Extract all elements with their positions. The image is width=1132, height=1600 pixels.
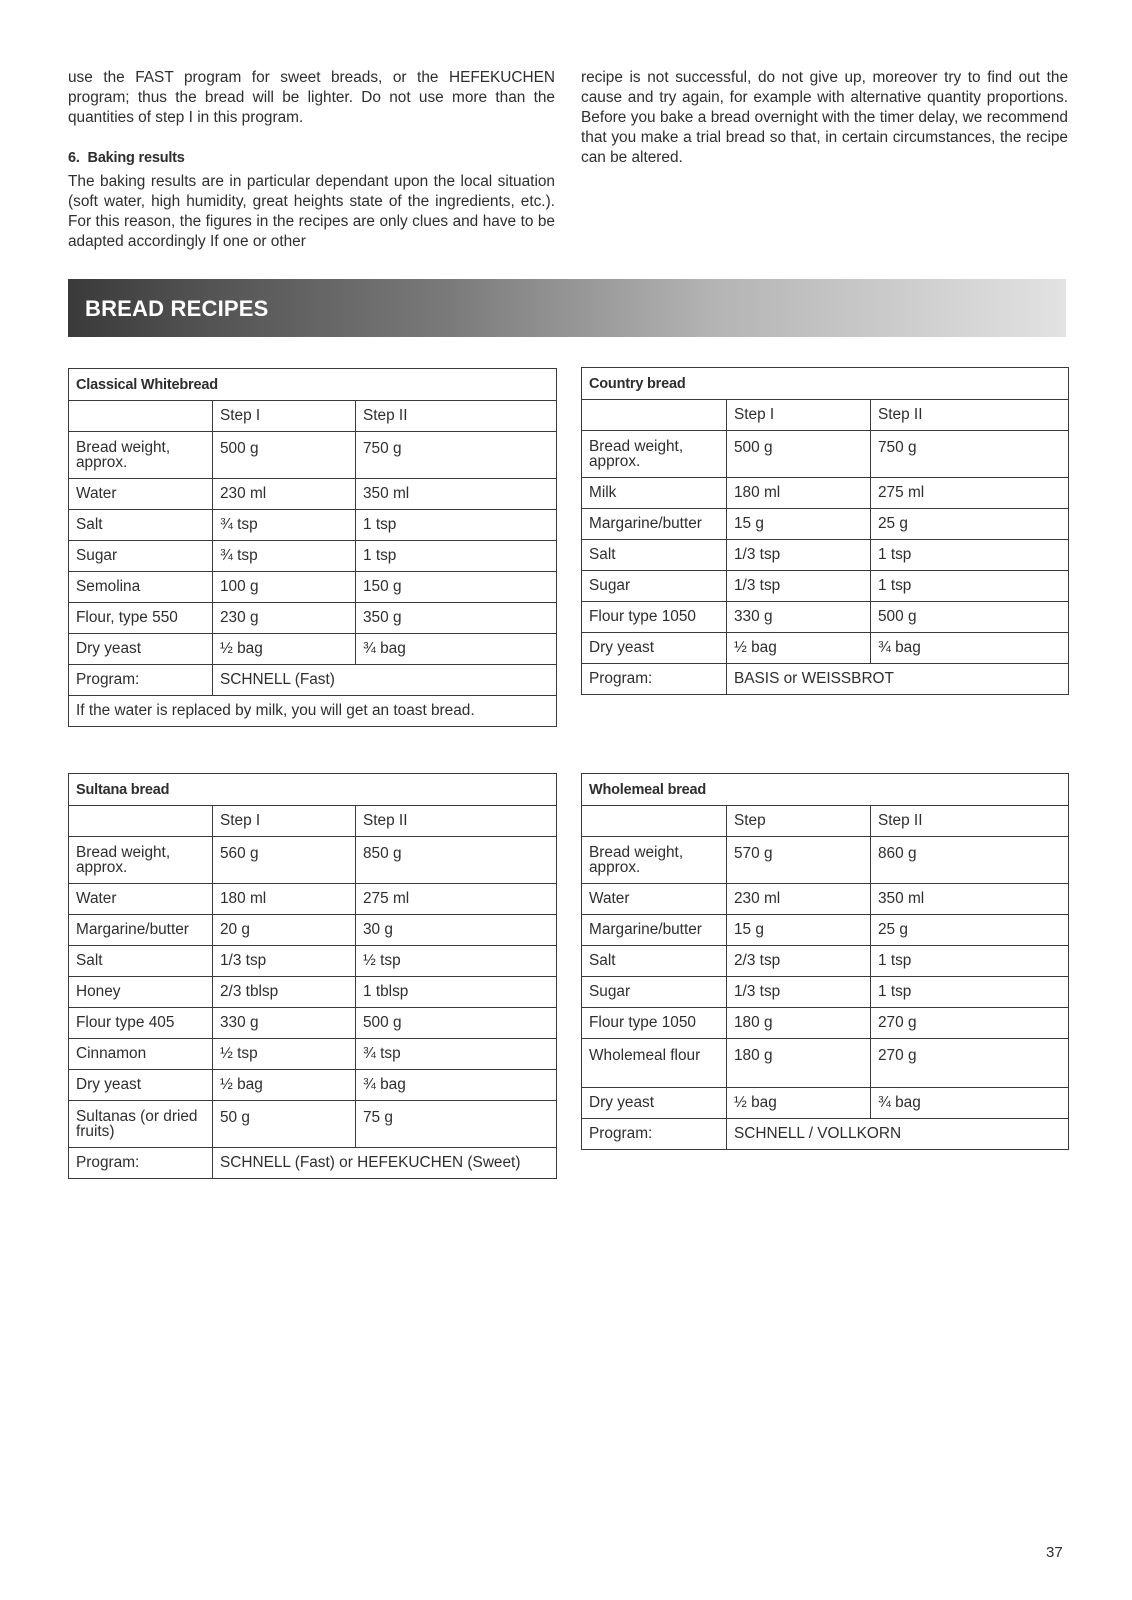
step-2-cell: 1 tsp <box>356 541 557 572</box>
step-2-cell: 270 g <box>871 1008 1069 1039</box>
step-1-header: Step I <box>213 401 356 432</box>
header-empty-cell <box>582 806 727 837</box>
table-row <box>582 509 1069 540</box>
step-2-header: Step II <box>356 401 557 432</box>
table-row <box>582 431 1069 478</box>
ingredient-cell: Water <box>69 479 213 510</box>
table-row <box>582 540 1069 571</box>
step-2-cell: ¾ bag <box>356 1070 557 1101</box>
step-2-cell: 350 ml <box>356 479 557 510</box>
ingredient-cell: Bread weight, approx. <box>69 837 213 884</box>
step-2-cell: 750 g <box>356 432 557 479</box>
ingredient-cell: Water <box>69 884 213 915</box>
ingredient-cell: Flour type 405 <box>69 1008 213 1039</box>
step-2-cell: ¾ bag <box>871 633 1069 664</box>
table-row <box>69 432 557 479</box>
step-2-cell: ¾ bag <box>356 634 557 665</box>
step-1-cell: 20 g <box>213 915 356 946</box>
ingredient-cell: Semolina <box>69 572 213 603</box>
table-row <box>69 915 557 946</box>
table-row <box>69 1101 557 1148</box>
ingredient-cell: Sugar <box>582 977 727 1008</box>
ingredient-cell: Salt <box>582 540 727 571</box>
step-1-cell: 2/3 tsp <box>727 946 871 977</box>
step-2-cell: 350 ml <box>871 884 1069 915</box>
step-1-cell: 230 ml <box>213 479 356 510</box>
table-row <box>582 478 1069 509</box>
ingredient-cell: Dry yeast <box>582 633 727 664</box>
step-2-cell: 1 tsp <box>871 946 1069 977</box>
step-1-cell: 560 g <box>213 837 356 884</box>
step-2-cell: ¾ bag <box>871 1088 1069 1119</box>
step-1-cell: 180 ml <box>727 478 871 509</box>
step-1-cell: 1/3 tsp <box>727 540 871 571</box>
ingredient-cell: Bread weight, approx. <box>582 837 727 884</box>
step-2-cell: 860 g <box>871 837 1069 884</box>
recipe-table-classical-whitebread <box>68 368 557 727</box>
program-label: Program: <box>582 664 727 695</box>
step-1-cell: 2/3 tblsp <box>213 977 356 1008</box>
ingredient-cell: Flour, type 550 <box>69 603 213 634</box>
recipe-note: If the water is replaced by milk, you will get an toast bread. <box>69 696 557 727</box>
ingredient-cell: Honey <box>69 977 213 1008</box>
banner-title: BREAD RECIPES <box>85 296 269 321</box>
step-2-cell: 1 tsp <box>871 540 1069 571</box>
step-2-cell: ½ tsp <box>356 946 557 977</box>
step-2-header: Step II <box>871 400 1069 431</box>
step-1-header: Step <box>727 806 871 837</box>
step-1-cell: 1/3 tsp <box>213 946 356 977</box>
ingredient-cell: Salt <box>582 946 727 977</box>
section-number: 6. <box>68 150 80 166</box>
step-2-cell: 350 g <box>356 603 557 634</box>
ingredient-cell: Water <box>582 884 727 915</box>
ingredient-cell: Dry yeast <box>69 634 213 665</box>
step-1-cell: 180 g <box>727 1008 871 1039</box>
table-row <box>69 1039 557 1070</box>
step-1-cell: ½ tsp <box>213 1039 356 1070</box>
section-banner <box>68 279 1066 337</box>
step-2-cell: 1 tsp <box>871 977 1069 1008</box>
step-2-cell: 25 g <box>871 915 1069 946</box>
recipe-table-wholemeal-bread <box>581 773 1069 1150</box>
ingredient-cell: Dry yeast <box>69 1070 213 1101</box>
ingredient-cell: Cinnamon <box>69 1039 213 1070</box>
step-2-cell: 500 g <box>356 1008 557 1039</box>
table-row <box>69 977 557 1008</box>
program-row <box>69 665 557 696</box>
table-row <box>582 977 1069 1008</box>
table-row <box>69 837 557 884</box>
header-empty-cell <box>69 806 213 837</box>
table-row <box>69 510 557 541</box>
step-1-cell: 500 g <box>727 431 871 478</box>
ingredient-cell: Salt <box>69 510 213 541</box>
text-column-right <box>581 68 1068 168</box>
step-2-cell: 150 g <box>356 572 557 603</box>
step-1-cell: 50 g <box>213 1101 356 1148</box>
step-2-cell: 270 g <box>871 1039 1069 1088</box>
program-label: Program: <box>69 1148 213 1179</box>
ingredient-cell: Bread weight, approx. <box>582 431 727 478</box>
step-2-cell: 1 tblsp <box>356 977 557 1008</box>
table-row <box>582 633 1069 664</box>
table-row <box>69 603 557 634</box>
step-2-cell: 275 ml <box>871 478 1069 509</box>
step-1-cell: ½ bag <box>727 1088 871 1119</box>
program-value: SCHNELL (Fast) or HEFEKUCHEN (Sweet) <box>213 1148 557 1179</box>
section-title: Baking results <box>87 150 185 166</box>
step-1-cell: 1/3 tsp <box>727 977 871 1008</box>
program-row <box>582 1119 1069 1150</box>
baking-results-paragraph: The baking results are in particular dependant upon the local situation (soft water, high humidity, great heights state of the ingredients, etc.). For this reason, the figures in the recipes are only clues and have to be adapted accordingly If one or other <box>68 173 555 250</box>
step-2-header: Step II <box>356 806 557 837</box>
step-1-cell: 500 g <box>213 432 356 479</box>
recipe-title: Classical Whitebread <box>69 369 557 401</box>
ingredient-cell: Salt <box>69 946 213 977</box>
step-1-cell: 330 g <box>213 1008 356 1039</box>
intro-paragraph: use the FAST program for sweet breads, or the HEFEKUCHEN program; thus the bread will be lighter. Do not use more than the quantities of step I in this program. <box>68 69 555 126</box>
recipe-title: Sultana bread <box>69 774 557 806</box>
step-1-cell: 1/3 tsp <box>727 571 871 602</box>
table-row <box>582 946 1069 977</box>
step-1-cell: ½ bag <box>213 1070 356 1101</box>
step-1-cell: 15 g <box>727 509 871 540</box>
table-row <box>582 1008 1069 1039</box>
step-1-cell: ½ bag <box>727 633 871 664</box>
step-2-header: Step II <box>871 806 1069 837</box>
table-row <box>582 884 1069 915</box>
step-2-cell: 1 tsp <box>871 571 1069 602</box>
ingredient-cell: Bread weight, approx. <box>69 432 213 479</box>
step-1-cell: 180 ml <box>213 884 356 915</box>
ingredient-cell: Milk <box>582 478 727 509</box>
program-label: Program: <box>69 665 213 696</box>
table-row <box>69 946 557 977</box>
table-row <box>582 602 1069 633</box>
step-1-cell: 230 g <box>213 603 356 634</box>
note-row <box>69 696 557 727</box>
ingredient-cell: Margarine/butter <box>582 509 727 540</box>
text-column-left <box>68 68 555 252</box>
table-row <box>69 572 557 603</box>
ingredient-cell: Sugar <box>582 571 727 602</box>
step-2-cell: 850 g <box>356 837 557 884</box>
table-row <box>582 1039 1069 1088</box>
ingredient-cell: Margarine/butter <box>582 915 727 946</box>
ingredient-cell: Sugar <box>69 541 213 572</box>
ingredient-cell: Dry yeast <box>582 1088 727 1119</box>
step-1-cell: 230 ml <box>727 884 871 915</box>
step-1-cell: 15 g <box>727 915 871 946</box>
continuation-paragraph: recipe is not successful, do not give up, moreover try to find out the cause and try again, for example with alternative quantity proportions. Before you bake a bread overnight with the timer delay, we recommend that you make a trial bread so that, in certain circumstances, the recipe can be altered. <box>581 69 1068 166</box>
ingredient-cell: Margarine/butter <box>69 915 213 946</box>
table-row <box>69 884 557 915</box>
ingredient-cell: Wholemeal flour <box>582 1039 727 1088</box>
program-label: Program: <box>582 1119 727 1150</box>
step-2-cell: 25 g <box>871 509 1069 540</box>
step-2-cell: 750 g <box>871 431 1069 478</box>
page-number: 37 <box>1046 1544 1063 1561</box>
header-empty-cell <box>69 401 213 432</box>
step-2-cell: 1 tsp <box>356 510 557 541</box>
step-2-cell: 75 g <box>356 1101 557 1148</box>
table-row <box>582 837 1069 884</box>
step-1-cell: 570 g <box>727 837 871 884</box>
step-2-cell: 275 ml <box>356 884 557 915</box>
table-row <box>582 915 1069 946</box>
ingredient-cell: Flour type 1050 <box>582 1008 727 1039</box>
step-1-header: Step I <box>213 806 356 837</box>
step-1-cell: 180 g <box>727 1039 871 1088</box>
table-row <box>69 479 557 510</box>
step-1-cell: ¾ tsp <box>213 510 356 541</box>
step-2-cell: 500 g <box>871 602 1069 633</box>
step-1-cell: 100 g <box>213 572 356 603</box>
table-row <box>69 634 557 665</box>
step-1-cell: ½ bag <box>213 634 356 665</box>
table-row <box>582 1088 1069 1119</box>
program-row <box>582 664 1069 695</box>
recipe-title: Country bread <box>582 368 1069 400</box>
ingredient-cell: Sultanas (or dried fruits) <box>69 1101 213 1148</box>
step-2-cell: ¾ tsp <box>356 1039 557 1070</box>
step-1-cell: 330 g <box>727 602 871 633</box>
program-value: SCHNELL (Fast) <box>213 665 557 696</box>
section-heading <box>68 148 555 168</box>
program-value: SCHNELL / VOLLKORN <box>727 1119 1069 1150</box>
step-2-cell: 30 g <box>356 915 557 946</box>
header-empty-cell <box>582 400 727 431</box>
table-row <box>69 541 557 572</box>
program-value: BASIS or WEISSBROT <box>727 664 1069 695</box>
step-1-cell: ¾ tsp <box>213 541 356 572</box>
program-row <box>69 1148 557 1179</box>
table-row <box>582 571 1069 602</box>
ingredient-cell: Flour type 1050 <box>582 602 727 633</box>
step-1-header: Step I <box>727 400 871 431</box>
table-row <box>69 1008 557 1039</box>
recipe-title: Wholemeal bread <box>582 774 1069 806</box>
recipe-table-sultana-bread <box>68 773 557 1179</box>
recipe-table-country-bread <box>581 367 1069 695</box>
table-row <box>69 1070 557 1101</box>
